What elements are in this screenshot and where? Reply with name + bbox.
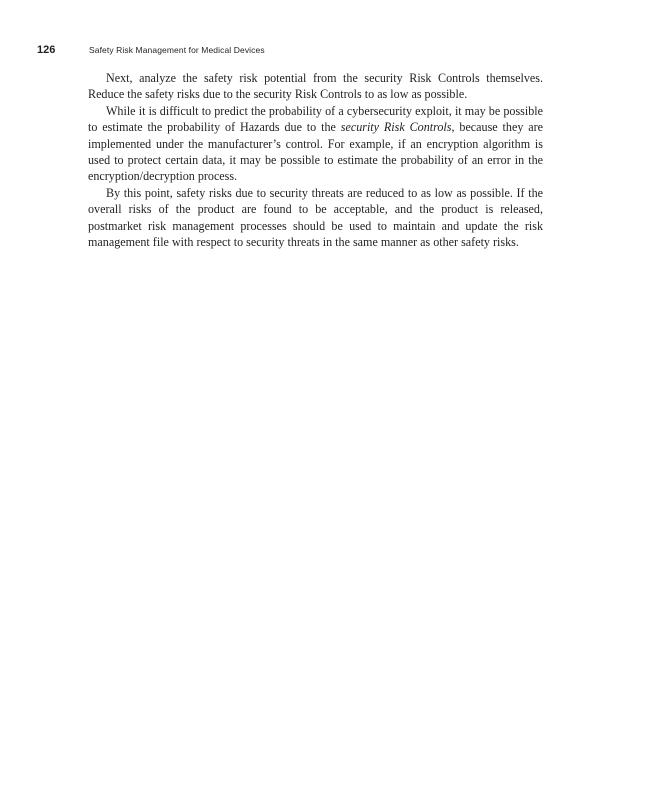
paragraph-3: By this point, safety risks due to security threats are reduced to as low as possible. If the overall risks of the product are found to be acceptable, and the product is released, postmarket risk management processes should be used to maintain and update the risk management file with respect to security threats in the same manner as other safety risks.	[88, 185, 543, 250]
body-text	[88, 70, 543, 250]
paragraph-2-text-end: , because they are implemented under the manufacturer’s control. For example, if an encryption algorithm is used to protect certain data, it may be possible to estimate the probability of an error in the encryption/decryption process.	[88, 120, 543, 184]
paragraph-1: Next, analyze the safety risk potential from the security Risk Controls themselves. Reduce the safety risks due to the security Risk Controls to as low as possible.	[88, 71, 543, 102]
running-title: Safety Risk Management for Medical Devices	[89, 45, 265, 55]
running-head	[37, 40, 265, 56]
paragraph-2-emphasis: security Risk Controls	[340, 120, 452, 135]
page-number: 126	[37, 44, 56, 56]
paragraph-2	[88, 103, 543, 185]
paragraph-2-text-start: While it is difficult to predict the probability of a cybersecurity exploit, it may be possible to estimate the probability of Hazards due to the	[88, 103, 543, 135]
